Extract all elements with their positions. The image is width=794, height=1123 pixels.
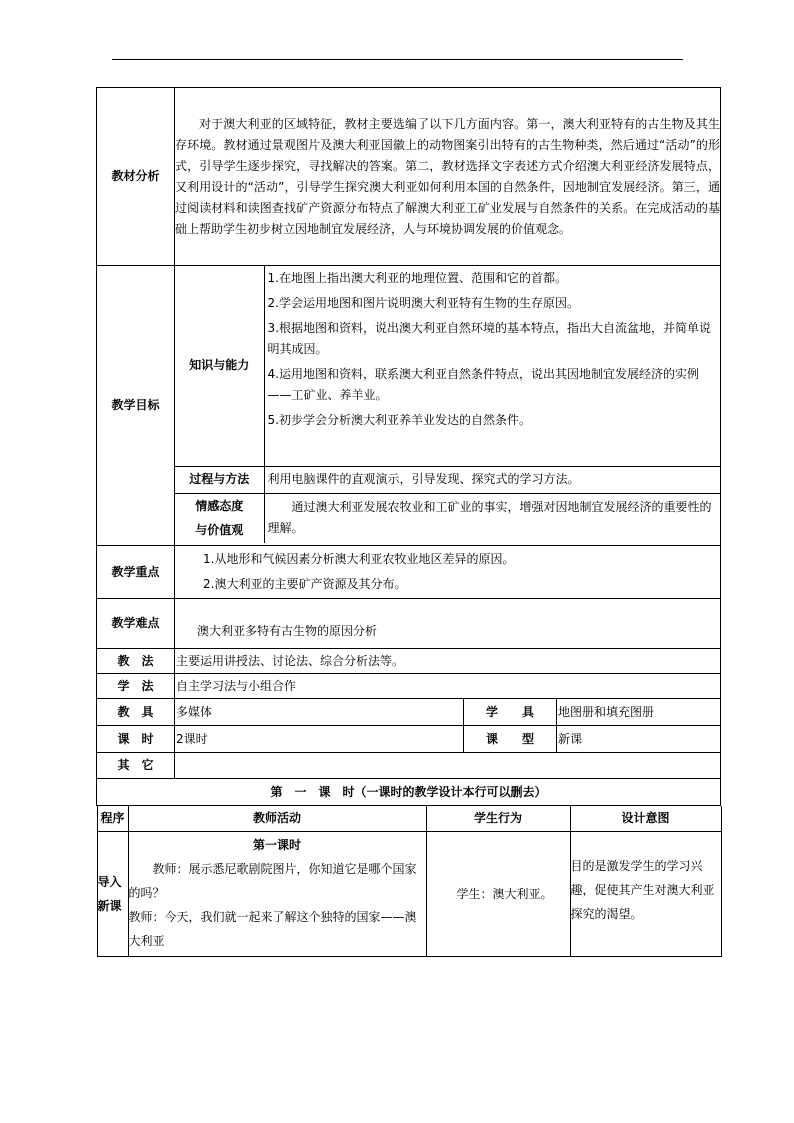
- key-points-list: [175, 546, 721, 599]
- col-student: 学生行为: [426, 806, 570, 831]
- emotion-label: 情感态度 与价值观: [175, 493, 264, 543]
- method-learn-text: 自主学习法与小组合作: [175, 674, 721, 699]
- col-intent: 设计意图: [570, 806, 721, 831]
- teacher-line: 教师：今天，我们就一起来了解这个独特的国家——澳大利亚: [128, 909, 417, 948]
- knowledge-item: 3.根据地图和资料，说出澳大利亚自然环境的基本特点，指出大自流盆地，并简单说明其成因。: [267, 321, 711, 356]
- key-points-label: 教学重点: [97, 546, 175, 599]
- difficulty-label: 教学难点: [97, 599, 175, 649]
- knowledge-item: 5.初步学会分析澳大利亚养羊业发达的自然条件。: [267, 413, 531, 427]
- goals-label: 教学目标: [97, 266, 175, 546]
- goals-subtable: [175, 266, 720, 543]
- learning-tools-label: 学 具: [464, 699, 557, 726]
- header-rule: [112, 59, 683, 60]
- other-text: [175, 753, 721, 779]
- key-point-item: 2.澳大利亚的主要矿产资源及其分布。: [203, 577, 407, 591]
- key-point-item: 1.从地形和气候因素分析澳大利亚农牧业地区差异的原因。: [203, 552, 515, 566]
- knowledge-item: 1.在地图上指出澳大利亚的地理位置、范围和它的首都。: [267, 271, 567, 285]
- hours-label: 课 时: [97, 726, 175, 753]
- lesson-header: 第 一 课 时（一课时的教学设计本行可以删去）: [97, 779, 721, 806]
- lesson-title: 第一课时: [252, 837, 301, 852]
- difficulty-text: 澳大利亚多特有古生物的原因分析: [175, 599, 721, 649]
- col-teacher: 教师活动: [128, 806, 426, 831]
- learning-tools-text: 地图册和填充图册: [557, 699, 721, 726]
- analysis-label: 教材分析: [97, 88, 175, 266]
- col-procedure: 程序: [97, 806, 128, 831]
- intro-label: 导入 新课: [97, 831, 128, 956]
- knowledge-item: 4.运用地图和资料，联系澳大利亚自然条件特点，说出其因地制宜发展经济的实例——工矿业、养羊业。: [267, 367, 699, 402]
- method-learn-label: 学 法: [97, 674, 175, 699]
- analysis-text: 对于澳大利亚的区域特征，教材主要选编了以下几方面内容。第一，澳大利亚特有的古生物及其生存环境。教材通过景观图片及澳大利亚国徽上的动物图案引出特有的古生物种类，然后通过“活动”的形式，引导学生逐步探究，寻找解决的答案。第二，教材选择文字表述方式介绍澳大利亚经济发展特点，又利用设计的“活动”，引导学生探究澳大利亚如何利用本国的自然条件，因地制宜发展经济。第三，通过阅读材料和读图查找矿产资源分布特点了解澳大利亚工矿业发展与自然条件的关系。在完成活动的基础上帮助学生初步树立因地制宜发展经济，人与环境协调发展的价值观念。: [175, 88, 721, 266]
- process-label: 过程与方法: [175, 466, 264, 493]
- intro-teacher: [128, 831, 426, 956]
- emotion-text: 通过澳大利亚发展农牧业和工矿业的事实，增强对因地制宜发展经济的重要性的理解。: [264, 493, 720, 543]
- other-label: 其 它: [97, 753, 175, 779]
- tools-text: 多媒体: [175, 699, 464, 726]
- method-teach-text: 主要运用讲授法、讨论法、综合分析法等。: [175, 649, 721, 674]
- tools-label: 教 具: [97, 699, 175, 726]
- hours-text: 2课时: [175, 726, 464, 753]
- method-teach-label: 教 法: [97, 649, 175, 674]
- intro-student: 学生：澳大利亚。: [426, 831, 570, 956]
- lesson-type-text: 新课: [557, 726, 721, 753]
- lesson-plan-table: [96, 87, 721, 957]
- intro-intent: 目的是激发学生的学习兴趣，促使其产生对澳大利亚探究的渴望。: [570, 831, 721, 956]
- lesson-type-label: 课 型: [464, 726, 557, 753]
- teacher-line: 教师：展示悉尼歌剧院图片，你知道它是哪个国家的吗？: [128, 861, 417, 900]
- knowledge-item: 2.学会运用地图和图片说明澳大利亚特有生物的生存原因。: [267, 296, 579, 310]
- activity-table: [97, 806, 722, 957]
- knowledge-label: 知识与能力: [175, 266, 264, 466]
- process-text: 利用电脑课件的直观演示，引导发现、探究式的学习方法。: [264, 466, 720, 493]
- knowledge-list: [264, 266, 720, 466]
